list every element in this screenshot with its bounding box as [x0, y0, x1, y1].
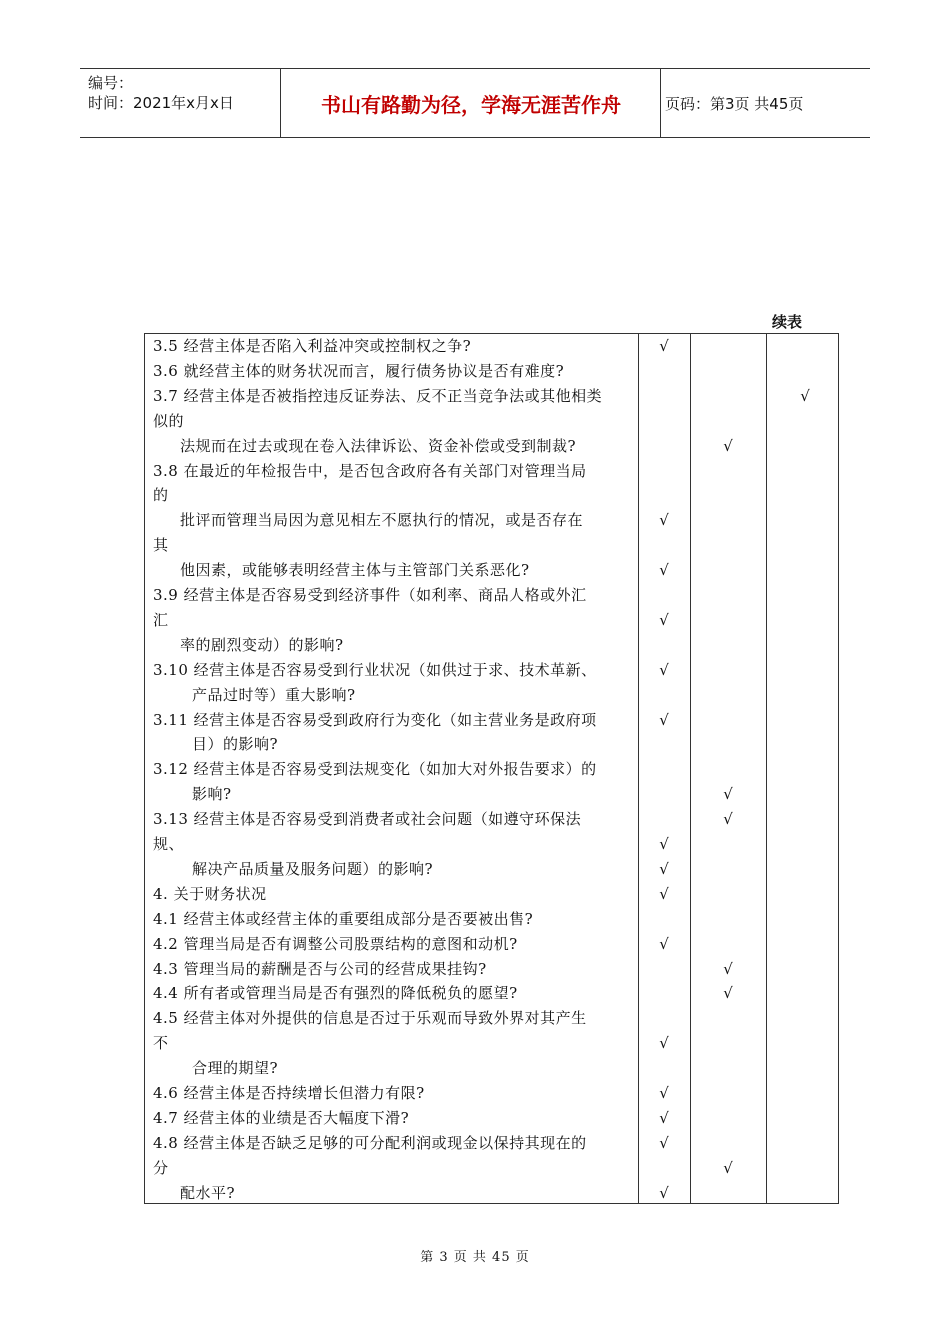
- column-divider: [638, 334, 639, 1203]
- table-line-text: 不: [153, 1034, 169, 1053]
- table-line-text: 4.4 所有者或管理当局是否有强烈的降低税负的愿望?: [153, 984, 518, 1003]
- table-line-text: 配水平?: [180, 1183, 236, 1202]
- check-mark: √: [723, 785, 733, 804]
- check-mark: √: [723, 959, 733, 978]
- table-line-text: 影响?: [192, 785, 232, 804]
- table-line-text: 率的剧烈变动）的影响?: [180, 635, 344, 654]
- continued-label: 续表: [772, 313, 803, 331]
- table-line-text: 批评而管理当局因为意见相左不愿执行的情况，或是否存在: [180, 511, 584, 530]
- check-mark: √: [659, 337, 669, 355]
- table-line-text: 似的: [153, 411, 185, 430]
- check-mark: √: [659, 1108, 669, 1127]
- table-line-text: 4.8 经营主体是否缺乏足够的可分配利润或现金以保持其现在的: [153, 1133, 587, 1152]
- check-mark: √: [659, 1084, 669, 1102]
- header-meta: [88, 73, 234, 113]
- check-mark: √: [659, 710, 669, 729]
- page-header: [80, 68, 870, 138]
- table-line-text: 3.8 在最近的年检报告中，是否包含政府各有关部门对管理当局: [153, 461, 587, 480]
- table-line-text: 4.2 管理当局是否有调整公司股票结构的意图和动机?: [153, 934, 518, 953]
- check-mark: √: [723, 436, 733, 455]
- table-line-text: 3.7 经营主体是否被指控违反证券法、反不正当竞争法或其他相类: [153, 386, 603, 405]
- check-mark: √: [659, 511, 669, 530]
- header-divider: [280, 69, 281, 137]
- table-line-text: 3.9 经营主体是否容易受到经济事件（如利率、商品人格或外汇: [153, 586, 587, 604]
- header-divider: [660, 69, 661, 137]
- header-motto: 书山有路勤为径，学海无涯苦作舟: [321, 92, 621, 117]
- table-line-text: 汇: [153, 610, 169, 629]
- table-line-text: 法规而在过去或现在卷入法律诉讼、资金补偿或受到制裁?: [180, 436, 577, 455]
- table-line-text: 其: [153, 536, 169, 555]
- check-mark: √: [659, 859, 669, 878]
- column-divider: [690, 334, 691, 1203]
- check-mark: √: [659, 835, 669, 853]
- table-line-text: 的: [153, 486, 169, 505]
- check-mark: √: [723, 984, 733, 1003]
- table-line-text: 他因素，或能够表明经营主体与主管部门关系恶化?: [180, 561, 530, 580]
- table-line-text: 合理的期望?: [192, 1059, 279, 1078]
- table-line-text: 3.5 经营主体是否陷入利益冲突或控制权之争?: [153, 337, 472, 355]
- document-date-label: 时间：2021年x月x日: [88, 94, 234, 112]
- table-line-text: 产品过时等）重大影响?: [192, 685, 356, 704]
- table-line-text: 3.11 经营主体是否容易受到政府行为变化（如主营业务是政府项: [153, 710, 597, 729]
- table-line-text: 3.12 经营主体是否容易受到法规变化（如加大对外报告要求）的: [153, 760, 597, 779]
- table-line-text: 4.6 经营主体是否持续增长但潜力有限?: [153, 1084, 425, 1102]
- table-line-text: 3.10 经营主体是否容易受到行业状况（如供过于求、技术革新、: [153, 660, 597, 679]
- check-mark: √: [723, 810, 733, 829]
- table-line-text: 4.3 管理当局的薪酬是否与公司的经营成果挂钩?: [153, 959, 487, 978]
- check-mark: √: [659, 561, 669, 580]
- check-mark: √: [659, 610, 669, 629]
- check-mark: √: [659, 884, 669, 903]
- column-divider: [766, 334, 767, 1203]
- table-line-text: 分: [153, 1158, 169, 1177]
- table-line-text: 规、: [153, 835, 185, 853]
- header-page-info: 页码：第3页 共45页: [665, 94, 804, 113]
- table-line-text: 3.6 就经营主体的财务状况而言，履行债务协议是否有难度?: [153, 361, 565, 380]
- table-line-text: 4.7 经营主体的业绩是否大幅度下滑?: [153, 1108, 410, 1127]
- check-mark: √: [659, 1183, 669, 1202]
- page-footer: 第 3 页 共 45 页: [420, 1250, 530, 1265]
- check-mark: √: [659, 660, 669, 679]
- table-line-text: 4. 关于财务状况: [153, 884, 267, 903]
- table-line-text: 3.13 经营主体是否容易受到消费者或社会问题（如遵守环保法: [153, 810, 582, 829]
- table-line-text: 4.1 经营主体或经营主体的重要组成部分是否要被出售?: [153, 909, 534, 928]
- table-line-text: 解决产品质量及服务问题）的影响?: [192, 859, 434, 878]
- document-number-label: 编号：: [88, 74, 134, 92]
- check-mark: √: [723, 1158, 733, 1177]
- check-mark: √: [659, 1034, 669, 1053]
- check-mark: √: [800, 386, 810, 405]
- table-line-text: 4.5 经营主体对外提供的信息是否过于乐观而导致外界对其产生: [153, 1009, 587, 1028]
- check-mark: √: [659, 1133, 669, 1152]
- checklist-table: [144, 333, 839, 1204]
- check-mark: √: [659, 934, 669, 953]
- table-line-text: 目）的影响?: [192, 735, 279, 754]
